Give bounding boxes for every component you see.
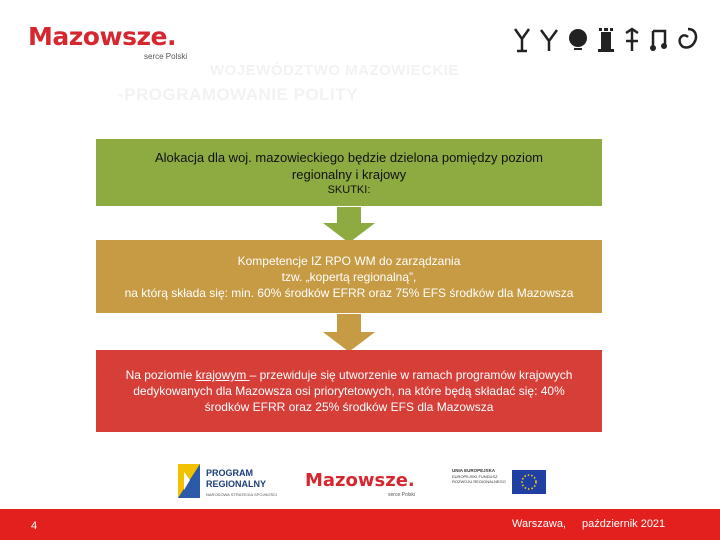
mazowsze-logo [28,22,208,66]
program-regionalny-logo [178,464,277,498]
logo-text: Mazowsze. [28,22,176,51]
regional-line-1: Kompetencje IZ RPO WM do zarządzania [237,253,461,268]
eu-logo [452,468,546,494]
svg-text:Mazowsze.: Mazowsze. [305,470,415,491]
regional-competence-box [96,240,602,313]
footer-place: Warszawa, [512,518,566,530]
svg-text:ROZWOJU REGIONALNEGO: ROZWOJU REGIONALNEGO [452,479,506,484]
tulip-icon [538,27,560,53]
footer-date: październik 2021 [582,518,666,530]
svg-text:UNIA EUROPEJSKA: UNIA EUROPEJSKA [452,468,496,473]
allocation-box [96,139,602,206]
decorative-icon-strip [512,26,700,54]
page-number: 4 [31,520,38,532]
regional-line-3: na którą składa się: min. 60% środków EFRR oraz 75% EFS środków dla Mazowsza [124,285,574,300]
swirl-icon [676,27,700,53]
rose-icon [566,27,590,53]
regional-line-2: tzw. „kopertą regionalną”, [281,269,417,284]
national-underlined: krajowym [195,368,250,382]
svg-text:REGIONALNY: REGIONALNY [206,479,267,489]
mazowsze-small-logo [305,470,415,498]
ghost-subtitle: -PROGRAMOWANIE POLITY [118,85,358,104]
svg-text:serce Polski: serce Polski [388,492,415,498]
eu-flag-icon [512,470,546,494]
down-arrow-2 [316,313,382,355]
svg-text:EUROPEJSKI FUNDUSZ: EUROPEJSKI FUNDUSZ [452,474,498,479]
national-level-text: Na poziomie krajowym – przewiduje się utworzenie w ramach programów krajowych dedykowanych dla Mazowsza osi priorytetowych, na które będą składać się: 40% środków EFRR oraz 25% środków EFS dla Mazowsza [125,368,573,414]
svg-text:PROGRAM: PROGRAM [206,468,253,478]
ghost-title: WOJEWÓDZTWO MAZOWIECKIE [210,62,459,79]
funding-logos-strip [170,458,550,506]
allocation-text: Alokacja dla woj. mazowieckiego będzie dzielona pomiędzy poziom regionalny i krajowy [154,149,544,182]
effects-label: SKUTKI: [327,183,371,196]
tower-icon [596,27,616,53]
logo-tagline: serce Polski [144,52,188,61]
national-level-box [96,350,602,432]
figure-icon [512,27,532,53]
note-icon [648,27,670,53]
svg-text:NARODOWA STRATEGIA SPÓJNOŚCI: NARODOWA STRATEGIA SPÓJNOŚCI [206,492,278,497]
cross-icon [622,27,642,53]
